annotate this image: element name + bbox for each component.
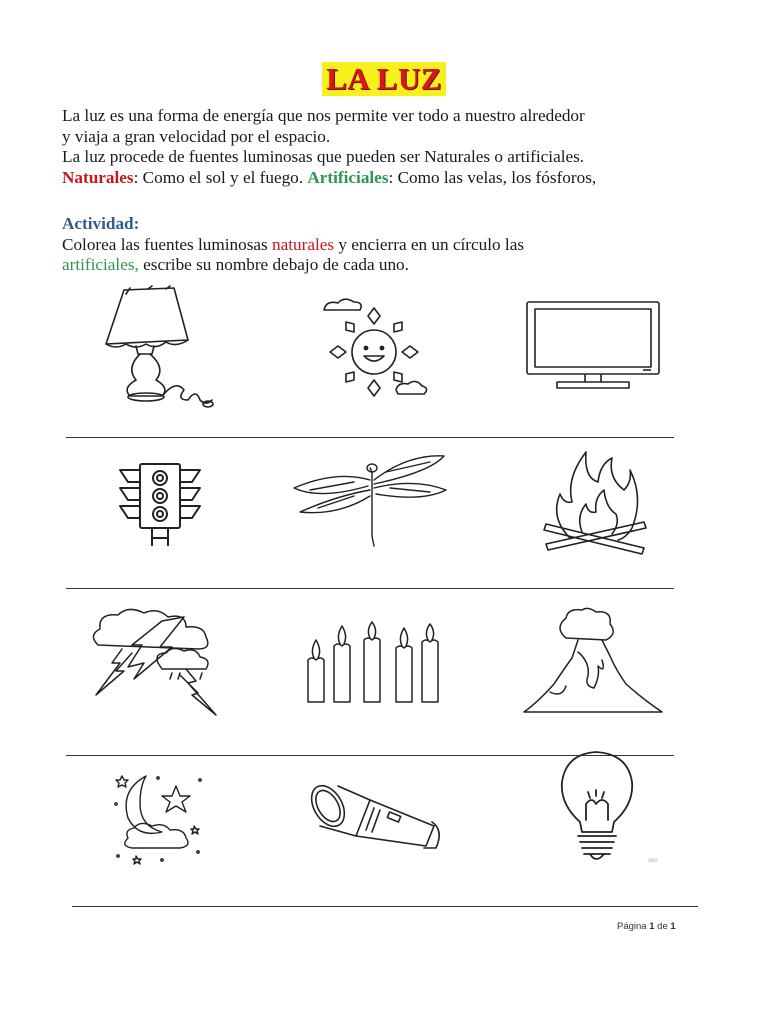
flashlight-icon [304, 778, 449, 858]
artificiales-text: : Como las velas, los fósforos, [388, 167, 597, 187]
intro-line-4 [62, 168, 742, 189]
intro-text [62, 106, 742, 188]
volcano-icon [522, 606, 667, 718]
artificiales-label: Artificiales [307, 167, 389, 187]
naturales-label: Naturales [62, 167, 134, 187]
moon-stars-icon [112, 768, 207, 868]
watermark: seo [648, 858, 658, 864]
light-bulb-icon [556, 748, 638, 868]
lamp-icon [96, 284, 226, 414]
candles-icon [302, 622, 447, 704]
title-wrap [0, 62, 768, 96]
campfire-icon [540, 448, 650, 558]
activity-heading: Actividad: [62, 214, 140, 233]
page-total: 1 [670, 921, 676, 932]
page-title: LA LUZ [322, 62, 446, 96]
intro-line-2: y viaja a gran velocidad por el espacio. [62, 126, 331, 146]
page-number: 1 [649, 921, 655, 932]
traffic-light-icon [112, 460, 207, 552]
naturales-text: : Como el sol y el fuego. [133, 167, 308, 187]
name-line-1 [66, 437, 674, 438]
dragonfly-icon [290, 450, 450, 550]
lightning-storm-icon [88, 605, 228, 720]
page-footer [617, 921, 676, 932]
activity-text-b: y encierra en un círculo las [334, 234, 525, 254]
sun-icon [316, 294, 431, 399]
television-icon [525, 300, 665, 395]
name-line-4 [72, 906, 698, 907]
intro-line-3: La luz procede de fuentes luminosas que pueden ser Naturales o artificiales. [62, 147, 585, 166]
of-word: de [657, 921, 668, 932]
activity-line-1 [62, 235, 742, 256]
naturales-word: naturales [272, 234, 335, 254]
activity-section [62, 214, 742, 276]
activity-text-a: Colorea las fuentes luminosas [62, 234, 273, 254]
artificiales-word: artificiales, [62, 255, 139, 274]
activity-line-2 [62, 255, 742, 276]
page-word: Página [617, 921, 647, 932]
intro-line-1: La luz es una forma de energía que nos permite ver todo a nuestro alrededor [62, 106, 585, 125]
activity-text-c: escribe su nombre debajo de cada uno. [138, 255, 409, 274]
name-line-2 [66, 588, 674, 589]
